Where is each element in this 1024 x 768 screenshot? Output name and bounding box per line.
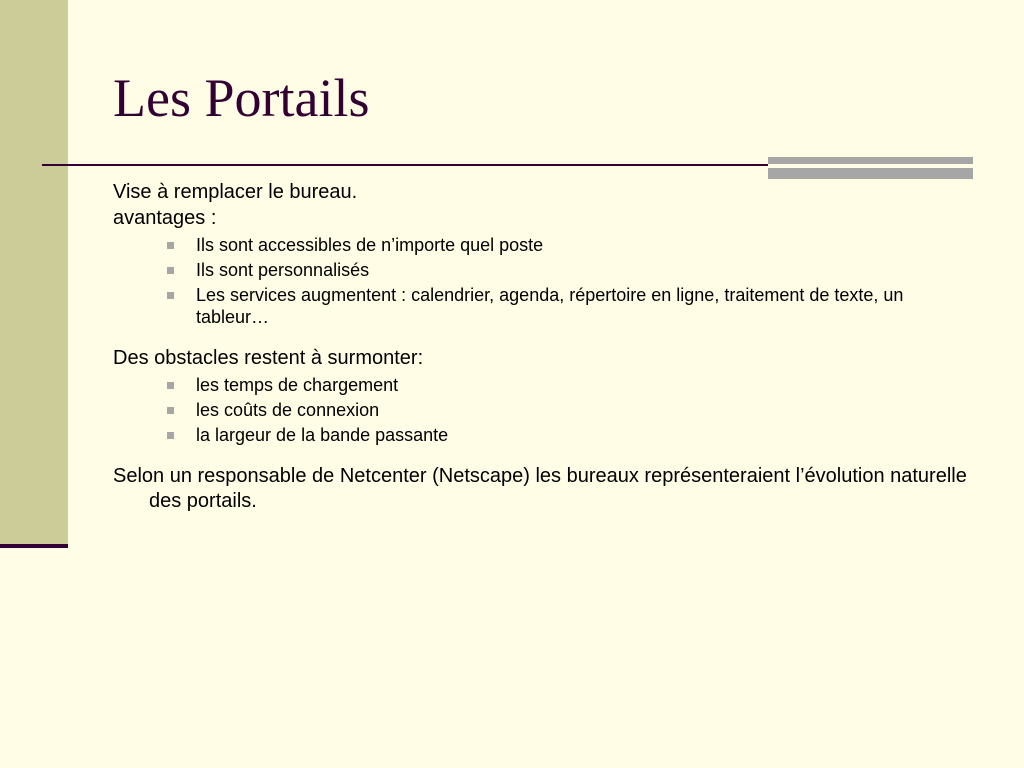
list-item [113, 259, 973, 281]
list-item [113, 399, 973, 421]
title-accent-stripe [768, 164, 973, 168]
square-bullet-icon [167, 242, 174, 249]
square-bullet-icon [167, 407, 174, 414]
obstacle-text: la largeur de la bande passante [196, 425, 449, 445]
slide-title: Les Portails [113, 68, 370, 128]
square-bullet-icon [167, 267, 174, 274]
advantages-heading: avantages : [113, 207, 217, 229]
list-item [113, 374, 973, 396]
obstacle-text: les temps de chargement [196, 375, 399, 395]
obstacles-list [113, 374, 973, 446]
left-band-rule [0, 544, 68, 548]
list-item [113, 284, 973, 328]
advantage-text: Les services augmentent : calendrier, agenda, répertoire en ligne, traitement de texte, un tableur… [196, 285, 904, 327]
advantage-text: Ils sont accessibles de n’importe quel poste [196, 235, 544, 255]
slide-body [113, 180, 973, 514]
advantages-list [113, 234, 973, 328]
obstacle-text: les coûts de connexion [196, 400, 380, 420]
intro-line: Vise à remplacer le bureau. [113, 181, 358, 203]
list-item [113, 424, 973, 446]
left-decorative-band [0, 0, 68, 545]
title-accent-block [768, 157, 973, 179]
closing-paragraph: Selon un responsable de Netcenter (Netscape) les bureaux représenteraient l’évolution naturelle des portails. [113, 465, 967, 512]
square-bullet-icon [167, 292, 174, 299]
square-bullet-icon [167, 382, 174, 389]
list-item [113, 234, 973, 256]
square-bullet-icon [167, 432, 174, 439]
obstacles-heading: Des obstacles restent à surmonter: [113, 347, 424, 369]
advantage-text: Ils sont personnalisés [196, 260, 370, 280]
